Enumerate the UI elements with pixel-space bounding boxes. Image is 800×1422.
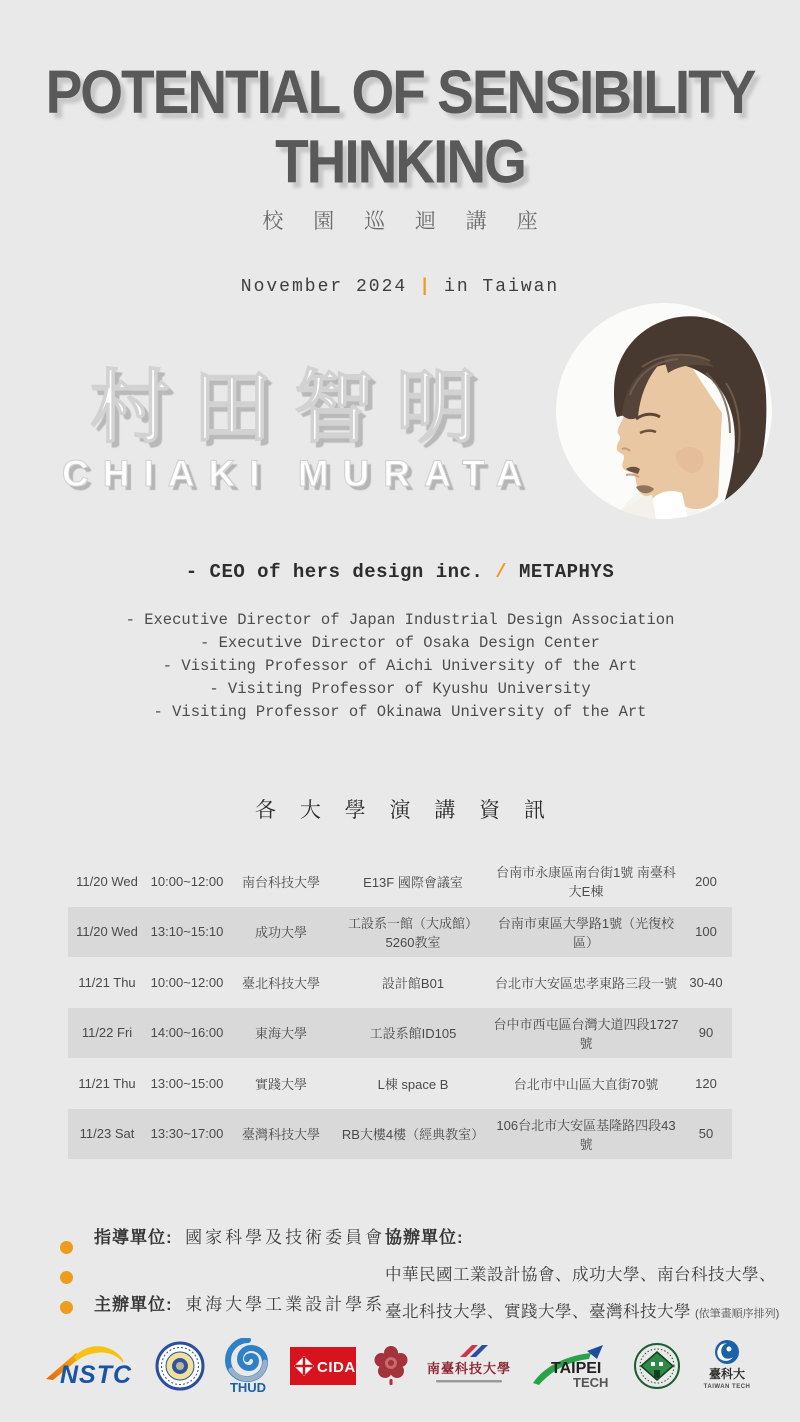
cell-capacity: 120 — [695, 1075, 717, 1091]
co-organizers-label: 協辦單位: — [385, 1228, 464, 1248]
cell-date: 11/22 Fri — [81, 1025, 133, 1041]
portrait-illustration — [556, 303, 772, 519]
cell-date: 11/23 Sat — [79, 1126, 135, 1142]
ncku-logo-icon — [373, 1343, 409, 1389]
co-organizers-line-2 — [385, 1298, 780, 1322]
cell-university: 南台科技大學 — [241, 874, 320, 890]
co-organizers-names: 臺北科技大學、實踐大學、臺灣科技大學 — [385, 1303, 691, 1322]
taiwan-tech-logo-icon — [698, 1338, 756, 1394]
cell-address: 台北市大安區忠孝東路三段一號 — [494, 975, 677, 991]
cell-address: 台中市西屯區台灣大道四段1727號 — [493, 1016, 679, 1051]
advisor-line — [94, 1223, 385, 1248]
orange-dot — [60, 1241, 73, 1254]
advisor-value: 國家科學及技術委員會 — [185, 1228, 386, 1248]
taipei-tech-logo — [529, 1343, 617, 1389]
speaker-title-item: - Executive Director of Japan Industrial Design Association — [125, 611, 675, 630]
taiwan-tech-logo — [698, 1338, 756, 1394]
speaker-title-item: - Visiting Professor of Okinawa University of the Art — [153, 703, 647, 722]
speaker-title-item: - Visiting Professor of Kyushu University — [209, 680, 591, 699]
cell-date: 11/21 Thu — [78, 974, 136, 990]
cell-address: 台南市東區大學路1號（光復校區） — [497, 915, 675, 950]
table-row — [68, 1058, 732, 1109]
cell-university: 成功大學 — [254, 925, 307, 941]
cell-date: 11/20 Wed — [76, 873, 138, 889]
organizers-section — [0, 1223, 800, 1327]
cell-room: 工設系館ID105 — [369, 1026, 457, 1042]
orange-dot — [60, 1271, 73, 1284]
cell-capacity: 100 — [695, 924, 717, 940]
speaker-title-item: - Executive Director of Osaka Design Center — [200, 634, 600, 653]
ncku-plum-logo — [373, 1343, 409, 1389]
date-divider: | — [419, 277, 433, 298]
headline-text: - CEO of hers design inc. — [185, 561, 496, 584]
thud-logo-icon — [222, 1338, 274, 1394]
cida-logo — [290, 1347, 356, 1385]
svg-text:臺科大: 臺科大 — [708, 1367, 746, 1381]
cell-capacity: 50 — [698, 1126, 714, 1142]
stust-logo — [426, 1343, 512, 1389]
taipei-tech-logo-icon — [529, 1343, 617, 1389]
table-row — [68, 907, 732, 958]
title-line-2: THINKING — [275, 126, 525, 196]
cell-university: 實踐大學 — [254, 1076, 307, 1092]
cell-capacity: 200 — [695, 873, 717, 889]
table-row — [68, 1008, 732, 1059]
svg-text:TAIWAN TECH: TAIWAN TECH — [703, 1384, 751, 1390]
cell-university: 臺北科技大學 — [241, 975, 320, 991]
seal-logo-icon — [155, 1341, 205, 1391]
cell-address: 台北市中山區大直街70號 — [513, 1076, 659, 1092]
campus-tour-subtitle: 校 園 巡 迴 講 座 — [262, 210, 550, 234]
nstc-logo — [44, 1343, 138, 1389]
svg-text:南臺科技大學: 南臺科技大學 — [426, 1361, 511, 1376]
cell-time: 13:00~15:00 — [150, 1075, 224, 1091]
svg-text:TAIPEI: TAIPEI — [550, 1360, 601, 1377]
svg-text:TECH: TECH — [572, 1375, 608, 1389]
university-seal-logo — [155, 1341, 205, 1391]
cell-room: 設計館B01 — [381, 975, 445, 991]
cell-address: 106台北市大安區基隆路四段43號 — [496, 1117, 676, 1152]
table-row — [68, 1109, 732, 1160]
poster-title — [0, 0, 800, 196]
cell-capacity: 30-40 — [689, 974, 723, 990]
co-organizers-column — [385, 1223, 780, 1322]
speaker-titles-list — [0, 609, 800, 724]
speaker-name-cjk: 村田智明 — [90, 363, 498, 453]
cell-university: 東海大學 — [254, 1026, 307, 1042]
schedule-heading: 各 大 學 演 講 資 訊 — [254, 799, 554, 823]
svg-text:CIDA: CIDA — [317, 1359, 356, 1376]
svg-text:NSTC: NSTC — [60, 1361, 133, 1389]
stust-logo-icon — [426, 1343, 512, 1389]
stroke-order-note: (依筆畫順序排列) — [695, 1308, 780, 1321]
advisor-label: 指導單位: — [94, 1228, 173, 1248]
nstc-logo-icon — [44, 1343, 138, 1389]
speaker-section — [0, 303, 800, 535]
shih-chien-logo — [633, 1340, 681, 1392]
schedule-table — [68, 856, 732, 1159]
partner-logos-row — [0, 1338, 800, 1394]
cell-time: 10:00~12:00 — [150, 873, 224, 889]
host-label: 主辦單位: — [94, 1295, 173, 1315]
cida-logo-icon — [290, 1347, 356, 1385]
cell-room: E13F 國際會議室 — [363, 874, 463, 890]
cell-time: 13:10~15:10 — [150, 924, 224, 940]
cell-room: 工設系一館（大成館）5260教室 — [347, 915, 478, 950]
event-location: in Taiwan — [444, 277, 560, 298]
organizers-left-column — [94, 1223, 385, 1315]
accent-dots — [60, 1241, 73, 1314]
title-line-1: POTENTIAL OF SENSIBILITY — [45, 57, 755, 127]
speaker-portrait-photo — [556, 303, 772, 519]
cell-university: 臺灣科技大學 — [241, 1127, 320, 1143]
headline-company: METAPHYS — [507, 561, 615, 584]
host-line — [94, 1290, 385, 1315]
thud-logo — [222, 1338, 274, 1394]
headline-slash: / — [495, 561, 508, 584]
cell-date: 11/20 Wed — [76, 924, 138, 940]
svg-text:THUD: THUD — [229, 1380, 266, 1394]
speaker-headline — [0, 561, 800, 583]
cell-room: L棟 space B — [377, 1076, 449, 1092]
cell-time: 10:00~12:00 — [150, 974, 224, 990]
event-month: November 2024 — [240, 277, 408, 298]
cell-room: RB大樓4樓（經典教室） — [341, 1127, 485, 1143]
table-row — [68, 856, 732, 907]
cell-address: 台南市永康區南台街1號 南臺科大E棟 — [496, 865, 676, 900]
cell-capacity: 90 — [698, 1025, 714, 1041]
cell-time: 13:30~17:00 — [150, 1126, 224, 1142]
cell-date: 11/21 Thu — [78, 1075, 136, 1091]
shih-chien-logo-icon — [633, 1340, 681, 1392]
event-date-line — [0, 277, 800, 297]
orange-dot — [60, 1301, 73, 1314]
table-row — [68, 957, 732, 1008]
co-organizers-line-1: 中華民國工業設計協會、成功大學、南台科技大學、 — [385, 1266, 776, 1285]
speaker-title-item: - Visiting Professor of Aichi University of the Art — [162, 657, 638, 676]
cell-time: 14:00~16:00 — [150, 1025, 224, 1041]
speaker-name-en: CHIAKI MURATA — [62, 453, 537, 495]
host-value: 東海大學工業設計學系 — [185, 1295, 386, 1315]
